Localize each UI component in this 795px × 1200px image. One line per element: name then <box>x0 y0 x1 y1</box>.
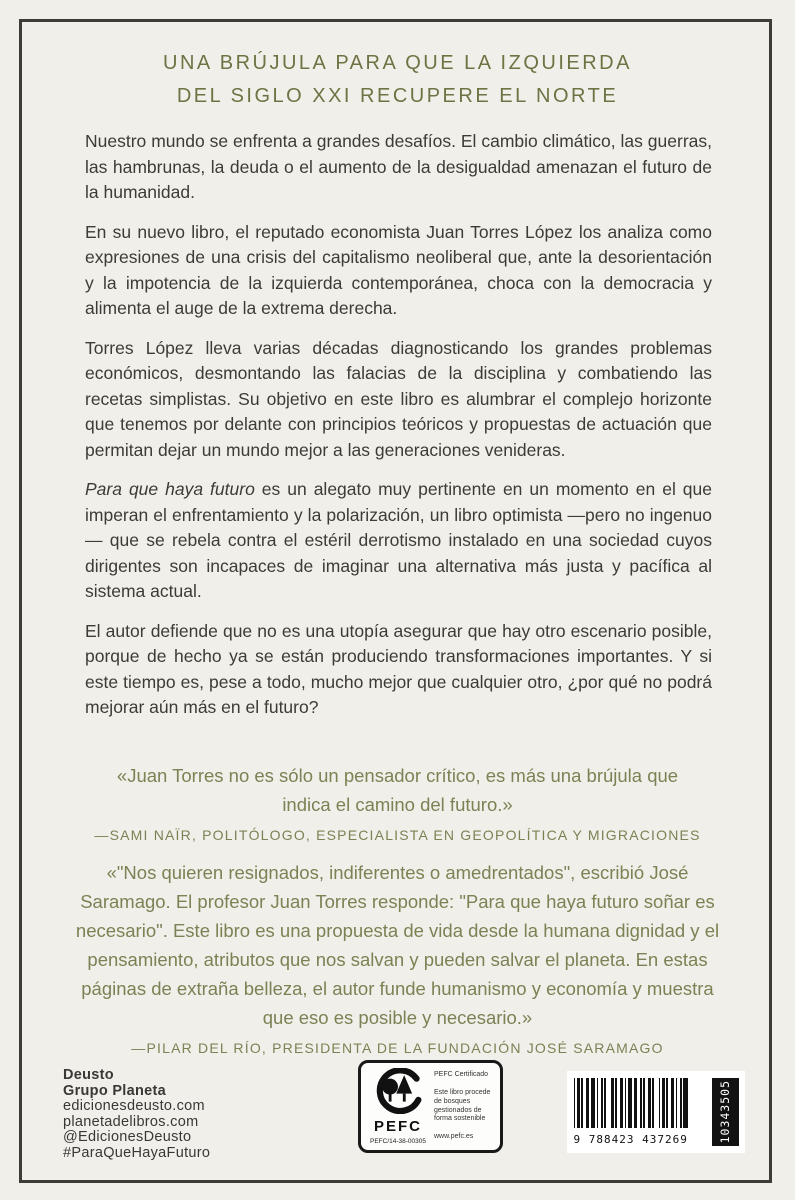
endorsement-quote-2: «"Nos quieren resignados, indiferentes o amedrentados", escribió José Saramago. El profesor Juan Torres responde: "Para que haya futuro soñar es necesario". Este libro es una propuesta de vida desde la humana dignidad y el pensamiento, atributos que nos salvan y pueden salvar el planeta. En estas páginas de extraña belleza, el autor funde humanismo y economía y muestra que eso es posible y necesario.» <box>75 862 720 1028</box>
pefc-right-column <box>434 1068 494 1145</box>
publisher-hashtag: #ParaQueHayaFuturo <box>63 1144 211 1161</box>
headline-line1: UNA BRÚJULA PARA QUE LA IZQUIERDA <box>163 52 632 74</box>
ean-barcode-bars <box>574 1078 708 1128</box>
synopsis-paragraph-5: El autor defiende que no es una utopía asegurar que hay otro escenario posible, porque de hecho ya se están produciendo transformaciones importantes. Y si este tiempo es, pese a todo, mucho mejor que cualquier otro, ¿por qué no podrá mejorar aún más en el futuro? <box>85 620 712 717</box>
quote-attribution-1: —SAMI NAÏR, POLITÓLOGO, ESPECIALISTA EN GEOPOLÍTICA Y MIGRACIONES <box>94 827 701 843</box>
barcode-digits: 9 788423 437269 <box>573 1133 688 1146</box>
barcode-box <box>567 1071 745 1153</box>
publisher-social-handle: @EdicionesDeusto <box>63 1129 192 1145</box>
pefc-tree-logo-icon <box>371 1068 425 1114</box>
pefc-logo-text: PEFC <box>373 1117 422 1135</box>
synopsis-paragraph-2: En su nuevo libro, el reputado economista Juan Torres López los analiza como expresiones de una crisis del capitalismo neoliberal que, ante la desorientación y la impotencia de la izquierda contemporánea, choca con la democracia y alimenta el auge de la extrema derecha. <box>85 221 712 318</box>
endorsement-quote-1: «Juan Torres no es sólo un pensador crítico, es más una brújula que indica el camino del futuro.» <box>116 765 679 815</box>
quote-attribution-2: —PILAR DEL RÍO, PRESIDENTA DE LA FUNDACIÓN JOSÉ SARAMAGO <box>131 1040 664 1056</box>
synopsis-paragraph-1: Nuestro mundo se enfrenta a grandes desafíos. El cambio climático, las guerras, las hambrunas, la deuda o el aumento de la desigualdad amenazan el futuro de la humanidad. <box>85 131 712 202</box>
endorsements <box>0 761 795 1071</box>
pefc-url: www.pefc.es <box>434 1133 474 1141</box>
synopsis-paragraph-4: Para que haya futuro es un alegato muy pertinente en un momento en el que imperan el enfrentamiento y la polarización, un libro optimista —pero no ingenuo— que se rebela contra el estéril derrotismo instalado en una sociedad cuyos dirigentes son incapaces de imaginar una alternativa más justa y pacífica al sistema actual. <box>85 479 713 601</box>
barcode-side-number: 10343505 <box>718 1080 732 1144</box>
book-title-italic: Para que haya futuro <box>85 479 255 499</box>
publisher-link-web: edicionesdeusto.com <box>63 1098 205 1114</box>
publisher-link-planetadelibros: planetadelibros.com <box>63 1113 199 1130</box>
barcode-side-strip <box>712 1078 739 1146</box>
headline-line2: DEL SIGLO XXI RECUPERE EL NORTE <box>176 85 619 107</box>
headline <box>0 47 795 113</box>
synopsis <box>85 129 712 735</box>
pefc-description: Este libro procede de bosques gestionados de forma sostenible <box>434 1089 491 1123</box>
publisher-name: Deusto <box>63 1067 114 1083</box>
pefc-license-number: PEFC/14-38-00305 <box>369 1138 426 1145</box>
pefc-left-column <box>367 1068 429 1145</box>
publisher-group: Grupo Planeta <box>63 1082 166 1099</box>
pefc-certification-box <box>358 1060 503 1153</box>
pefc-title: PEFC Certificado <box>434 1071 489 1078</box>
ean-barcode <box>574 1078 739 1146</box>
synopsis-paragraph-3: Torres López lleva varias décadas diagnosticando los grandes problemas económicos, desmontando las falacias de la disciplina y combatiendo las recetas simplistas. Su objetivo en este libro es alumbrar el complejo horizonte que tenemos por delante con principios teóricos y propuestas de actuación que permitan dejar un mundo mejor a las generaciones venideras. <box>85 337 712 460</box>
publisher-block <box>63 1068 210 1161</box>
